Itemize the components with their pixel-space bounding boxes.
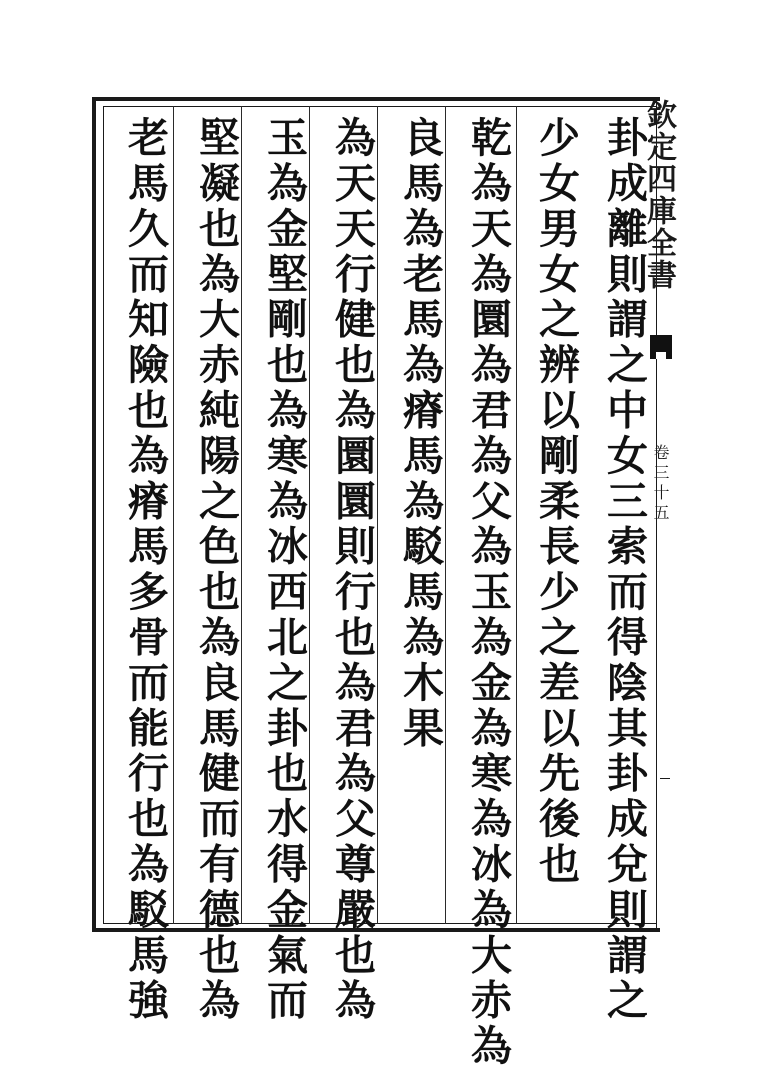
text-column: 老馬久而知險也為瘠馬多骨而能行也為駁馬強 — [121, 116, 169, 1024]
margin-tick — [660, 778, 670, 779]
chapter-label: 卷三十五 — [651, 444, 670, 524]
text-column: 卦成離則謂之中女三索而得陰其卦成兌則謂之 — [600, 116, 648, 1024]
text-column: 少女男女之辨以剛柔長少之差以先後也 — [532, 116, 580, 888]
text-column: 乾為天為圜為君為父為玉為金為寒為冰為大赤為 — [464, 116, 512, 1069]
text-column: 良馬為老馬為瘠馬為駁馬為木果 — [396, 116, 444, 752]
book-title: 欽定四庫全書 — [641, 99, 676, 291]
text-column: 玉為金堅剛也為寒為冰西北之卦也水得金氣而 — [260, 116, 308, 1024]
text-column: 堅凝也為大赤純陽之色也為良馬健而有德也為 — [192, 116, 240, 1024]
fish-tail-notch — [656, 352, 666, 359]
text-column: 為天天行健也為圜圜則行也為君為父尊嚴也為 — [328, 116, 376, 1024]
